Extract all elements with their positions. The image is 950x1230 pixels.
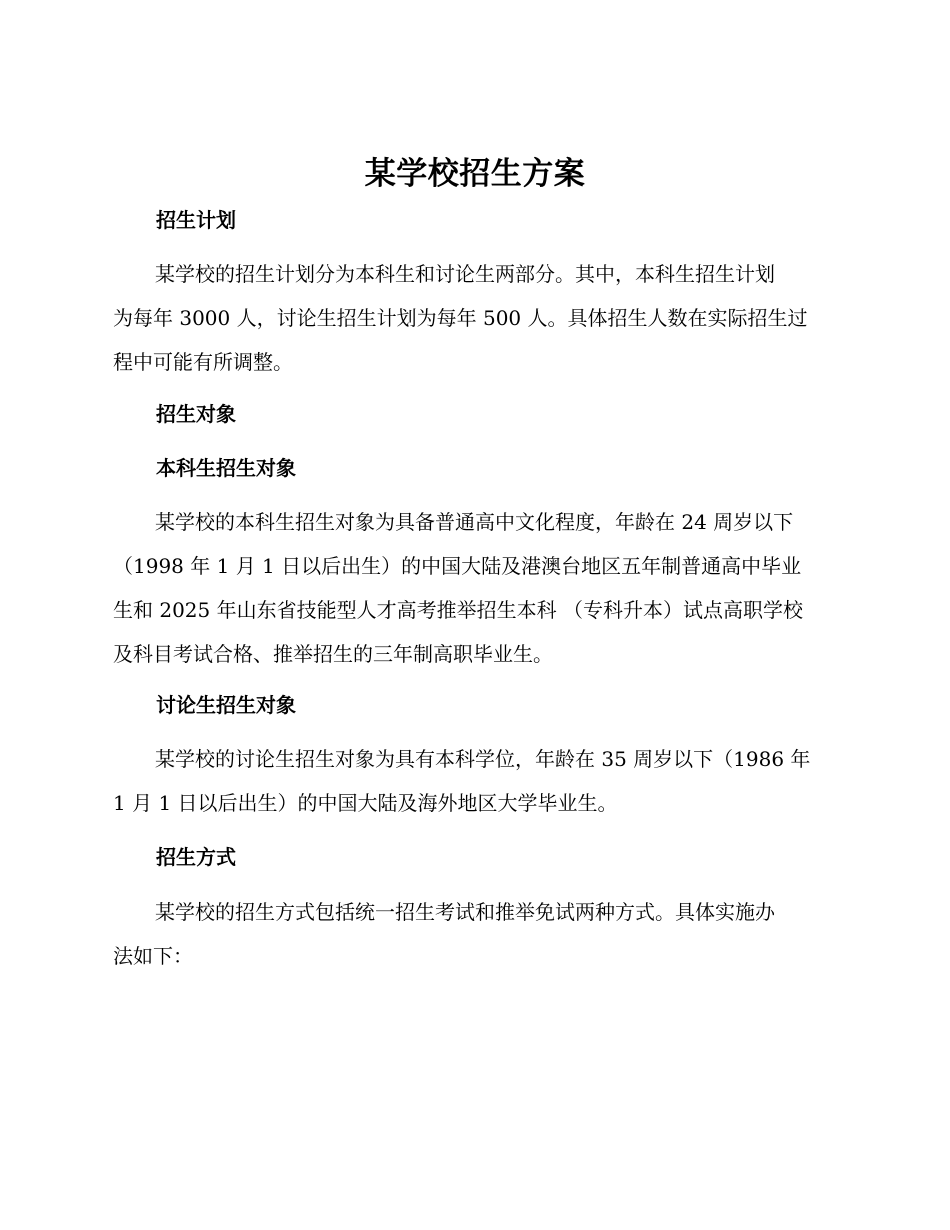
paragraph-line: 某学校的讨论生招生对象为具有本科学位，年龄在 35 周岁以下（1986 年 [155, 747, 811, 771]
paragraph-line: 及科目考试合格、推举招生的三年制高职毕业生。 [113, 642, 553, 666]
paragraph-line: 1 月 1 日以后出生）的中国大陆及海外地区大学毕业生。 [113, 791, 618, 815]
paragraph-line: 法如下： [113, 944, 193, 968]
paragraph-enrollment-methods [113, 890, 837, 978]
paragraph-line: 某学校的招生计划分为本科生和讨论生两部分。其中，本科生招生计划 [155, 262, 775, 286]
section-heading-enrollment-targets: 招生对象 [156, 402, 236, 426]
document-title: 某学校招生方案 [364, 156, 586, 192]
section-heading-graduate-targets: 讨论生招生对象 [156, 693, 296, 717]
paragraph-graduate-targets [113, 737, 837, 825]
paragraph-enrollment-plan [113, 252, 837, 384]
paragraph-line: 生和 2025 年山东省技能型人才高考推举招生本科 （专科升本）试点高职学校 [113, 598, 803, 622]
section-heading-enrollment-plan: 招生计划 [156, 208, 236, 232]
paragraph-undergraduate-targets [113, 500, 837, 676]
paragraph-line: 某学校的本科生招生对象为具备普通高中文化程度，年龄在 24 周岁以下 [155, 510, 794, 534]
section-heading-enrollment-methods: 招生方式 [156, 845, 236, 869]
paragraph-line: 某学校的招生方式包括统一招生考试和推举免试两种方式。具体实施办 [155, 900, 775, 924]
section-heading-undergraduate-targets: 本科生招生对象 [156, 456, 296, 480]
paragraph-line: （1998 年 1 月 1 日以后出生）的中国大陆及港澳台地区五年制普通高中毕业 [113, 554, 802, 578]
paragraph-line: 为每年 3000 人，讨论生招生计划为每年 500 人。具体招生人数在实际招生过 [113, 306, 808, 330]
paragraph-line: 程中可能有所调整。 [113, 350, 293, 374]
